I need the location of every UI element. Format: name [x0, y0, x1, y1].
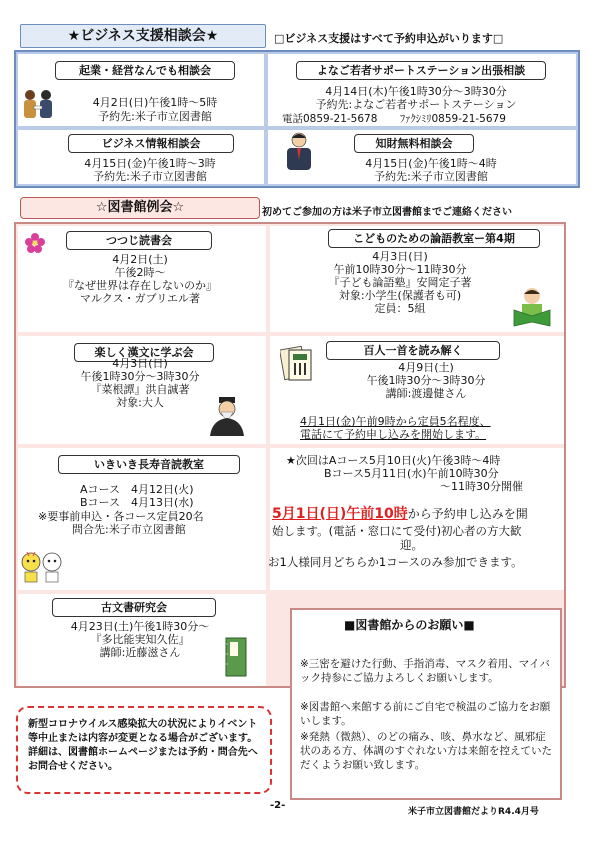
- library-first-time-note: 初めてご参加の方は米子市立図書館までご連絡ください: [262, 207, 512, 218]
- business-item-date: 4月14日(木)午後1時30分～3時30分: [325, 85, 507, 98]
- event-time: 午後1時30分～3時30分: [366, 374, 486, 387]
- confucius-icon: [206, 396, 248, 436]
- next-session-line: Bコース5月11日(水)午前10時30分: [324, 467, 499, 480]
- business-item-title: 起業・経営なんでも相談会: [55, 61, 235, 80]
- business-section-title: ★ビジネス支援相談会★: [20, 24, 266, 48]
- newsletter-source: 米子市立図書館だよりR4.4月号: [408, 807, 539, 817]
- business-item-date: 4月2日(日)午後1時～5時: [92, 96, 218, 109]
- flower-icon: [24, 232, 46, 254]
- business-item-date: 4月15日(金)午後1時～4時: [365, 157, 497, 170]
- business-item-title: ビジネス情報相談会: [68, 134, 234, 153]
- page-number: -2-: [270, 800, 286, 811]
- library-section-title: ☆図書館例会☆: [20, 197, 260, 219]
- event-time: 午前10時30分～11時30分: [333, 263, 467, 276]
- business-people-icon: [20, 88, 56, 120]
- reservation-start-highlight: 5月1日(日)午前10時: [272, 506, 408, 522]
- event-title: つつじ読書会: [66, 231, 212, 250]
- business-item-contact: 予約先:よなご若者サポートステーション: [315, 98, 517, 111]
- reading-characters-icon: [20, 548, 64, 586]
- event-target: 対象:大人: [116, 396, 164, 409]
- event-time: 午後1時30分～3時30分: [80, 370, 200, 383]
- request-item: ※三密を避けた行動、手指消毒、マスク着用、マイバック持参にご協力よろしくお願いします。: [300, 658, 550, 684]
- reservation-notice: 4月1日(金)午前9時から定員5名程度、: [300, 415, 491, 428]
- event-title: 百人一首を読み解く: [326, 341, 500, 360]
- child-reading-icon: [510, 286, 554, 328]
- event-title: こどものための論語教室ー第4期: [328, 229, 540, 248]
- reservation-detail: 迎。: [400, 538, 423, 552]
- course-a: Aコース 4月12日(火): [80, 483, 194, 496]
- business-item-tel: 電話0859-21-5678: [282, 113, 378, 125]
- business-item-title: よなご若者サポートステーション出張相談: [296, 61, 546, 80]
- business-item-title: 知財無料相談会: [354, 134, 474, 153]
- reservation-detail: お1人様同月どちらか1コースのみ参加できます。: [268, 555, 523, 569]
- business-reservation-note: □ビジネス支援はすべて予約申込がいります□: [274, 32, 504, 45]
- course-b: Bコース 4月13日(水): [80, 496, 194, 509]
- event-title: 楽しく漢文に学ぶ会: [74, 343, 214, 362]
- reservation-detail: 始します。(電話・窓口にて受付)初心者の方大歓: [272, 524, 522, 538]
- event-date: 4月23日(土)午後1時30分～: [70, 620, 210, 633]
- business-item-contact: 予約先:米子市立図書館: [98, 110, 212, 123]
- reservation-notice: 電話にて予約申し込みを開始します。: [300, 428, 487, 441]
- event-book: 『なぜ世界は存在しないのか』: [63, 279, 217, 292]
- business-item-date: 4月15日(金)午後1時～3時: [84, 157, 216, 170]
- event-book: 『多比能実知久佐』: [90, 633, 190, 646]
- event-author: マルクス・ガブリエル著: [79, 292, 200, 305]
- business-item-fax: ﾌｧｸｼﾐﾘ0859-21-5679: [400, 113, 506, 125]
- library-request-title: ■図書館からのお願い■: [344, 618, 475, 632]
- request-item: ※発熱（微熱）、のどの痛み、咳、鼻水など、風邪症状のある方、体調のすぐれない方は来館を控えていただくようお願い致します。: [300, 731, 552, 771]
- business-item-contact: 予約先:米子市立図書館: [93, 170, 207, 183]
- covid-notice: 新型コロナウイルス感染拡大の状況によりイベント等中止または内容が変更となる場合がございます。詳細は、図書館ホームページまたは予約・問合先へお問合せください。: [16, 706, 272, 794]
- next-session-line: ★次回はAコース5月10日(火)午後3時～4時: [286, 454, 501, 467]
- event-lecturer: 講師:近藤滋さん: [99, 646, 181, 659]
- event-date: 4月3日(日): [112, 357, 168, 370]
- event-time: 午後2時～: [114, 266, 166, 279]
- event-book: 『菜根譚』洪自誠著: [90, 383, 190, 396]
- event-target: 対象:小学生(保護者も可): [338, 289, 462, 302]
- event-date: 4月9日(土): [398, 361, 454, 374]
- event-title: 古文書研究会: [52, 598, 216, 617]
- karuta-cards-icon: [280, 344, 314, 384]
- reservation-start-text: 5月1日(日)午前10時から予約申し込みを開: [272, 506, 528, 522]
- request-item: ※図書館へ来館する前にご自宅で検温のご協力をお願いします。: [300, 701, 551, 727]
- businessman-icon: [282, 130, 316, 172]
- business-item-contact: 予約先:米子市立図書館: [374, 170, 488, 183]
- event-contact: 問合先:米子市立図書館: [72, 523, 186, 536]
- event-book: 『子ども論語塾』安岡定子著: [328, 276, 472, 289]
- next-session-line: ～11時30分開催: [440, 480, 523, 493]
- event-date: 4月2日(土): [112, 253, 168, 266]
- event-date: 4月3日(日): [372, 250, 428, 263]
- event-lecturer: 講師:渡邊健さん: [385, 387, 467, 400]
- application-note: ※要事前申込・各コース定員20名: [38, 510, 204, 523]
- old-book-icon: [224, 636, 248, 678]
- event-title: いきいき長寿音読教室: [58, 455, 240, 474]
- event-capacity: 定員：5組: [374, 302, 426, 315]
